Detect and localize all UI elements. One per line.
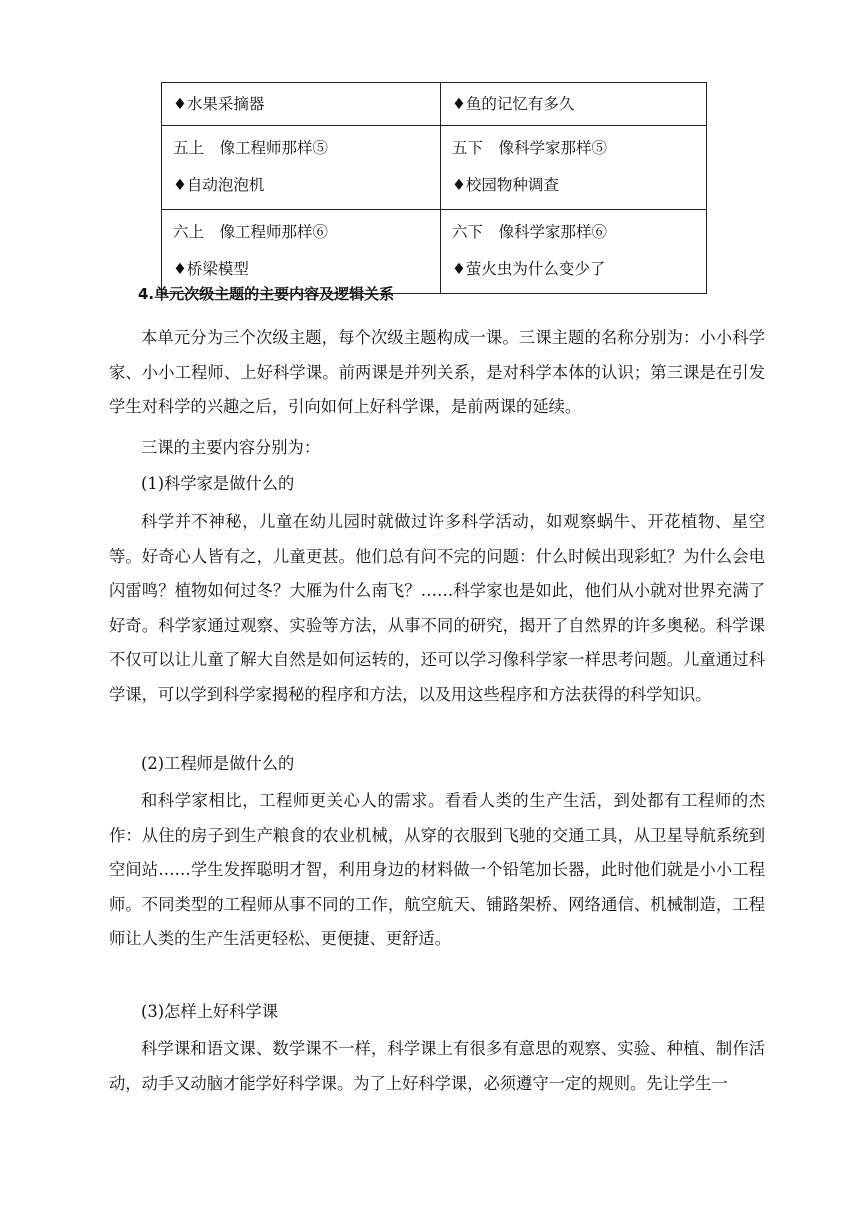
- item-title-1: (1)科学家是做什么的: [141, 474, 295, 493]
- table-row: [162, 210, 707, 294]
- cell-unit-title: 六下 像科学家那样⑥: [452, 223, 608, 241]
- cell-unit-title: 五上 像工程师那样⑤: [173, 139, 329, 157]
- table-cell: [162, 83, 441, 126]
- item-title-3: (3)怎样上好科学课: [141, 1002, 279, 1021]
- item-title-2: (2)工程师是做什么的: [141, 754, 295, 773]
- cell-text: ♦鱼的记忆有多久: [452, 95, 575, 113]
- item-body-2: 和科学家相比，工程师更关心人的需求。看看人类的生产生活，到处都有工程师的杰作：从住的房子到生产粮食的农业机械，从穿的衣服到飞驰的交通工具，从卫星导航系统到空间站……学生发挥聪明才智，利用身边的材料做一个铅笔加长器，此时他们就是小小工程师。不同类型的工程师从事不同的工作，航空航天、铺路架桥、网络通信、机械制造，工程师让人类的生产生活更轻松、更便捷、更舒适。: [109, 791, 765, 948]
- cell-text: ♦桥梁模型: [173, 260, 249, 278]
- cell-text: ♦萤火虫为什么变少了: [452, 260, 606, 278]
- lead-line: 三课的主要内容分别为：: [141, 438, 321, 457]
- section-heading: 4.单元次级主题的主要内容及逻辑关系: [138, 285, 395, 303]
- item-body-block-2: [109, 784, 765, 957]
- table-cell: [441, 126, 707, 210]
- table-row: [162, 83, 707, 126]
- table-cell: [441, 210, 707, 294]
- table-cell: [441, 83, 707, 126]
- table-row: [162, 126, 707, 210]
- cell-unit-title: 五下 像科学家那样⑤: [452, 139, 608, 157]
- item-body-3: 科学课和语文课、数学课不一样，科学课上有很多有意思的观察、实验、种植、制作活动，动手又动脑才能学好科学课。为了上好科学课，必须遵守一定的规则。先让学生一: [109, 1039, 765, 1093]
- cell-text: ♦自动泡泡机: [173, 176, 265, 194]
- item-body-block-1: [109, 505, 765, 712]
- cell-unit-title: 六上 像工程师那样⑥: [173, 223, 329, 241]
- cell-text: ♦水果采摘器: [173, 95, 265, 113]
- unit-table: [161, 82, 707, 294]
- item-body-1: 科学并不神秘，儿童在幼儿园时就做过许多科学活动，如观察蜗牛、开花植物、星空等。好奇心人皆有之，儿童更甚。他们总有问不完的问题：什么时候出现彩虹？为什么会电闪雷鸣？植物如何过冬？大雁为什么南飞？……科学家也是如此，他们从小就对世界充满了好奇。科学家通过观察、实验等方法，从事不同的研究，揭开了自然界的许多奥秘。科学课不仅可以让儿童了解大自然是如何运转的，还可以学习像科学家一样思考问题。儿童通过科学课，可以学到科学家揭秘的程序和方法，以及用这些程序和方法获得的科学知识。: [109, 512, 765, 704]
- intro-paragraph: 本单元分为三个次级主题，每个次级主题构成一课。三课主题的名称分别为：小小科学家、小小工程师、上好科学课。前两课是并列关系，是对科学本体的认识；第三课是在引发学生对科学的兴趣之后，引向如何上好科学课，是前两课的延续。: [109, 328, 765, 416]
- cell-text: ♦校园物种调查: [452, 176, 559, 194]
- intro-paragraph-block: [109, 321, 765, 425]
- item-body-block-3: [109, 1032, 765, 1101]
- table-cell: [162, 210, 441, 294]
- table-cell: [162, 126, 441, 210]
